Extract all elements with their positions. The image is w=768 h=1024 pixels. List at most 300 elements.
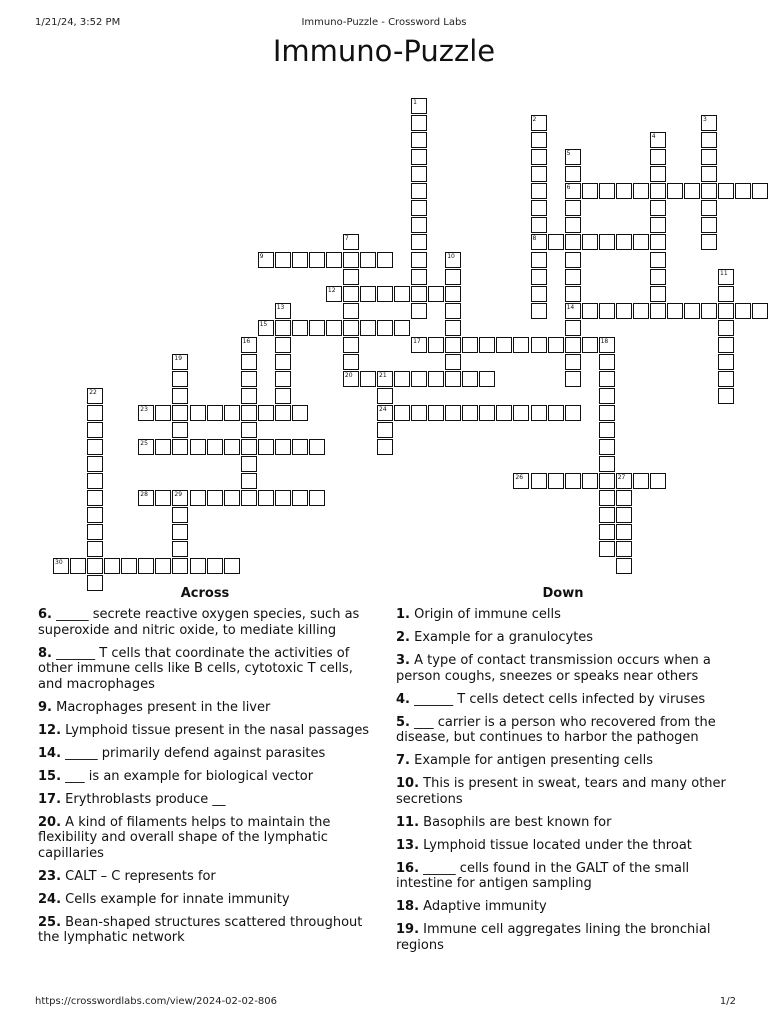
crossword-cell[interactable] <box>599 524 615 540</box>
crossword-cell[interactable] <box>292 439 308 455</box>
crossword-cell[interactable] <box>326 252 342 268</box>
crossword-cell[interactable] <box>309 252 325 268</box>
crossword-cell[interactable] <box>752 303 768 319</box>
crossword-cell[interactable] <box>190 405 206 421</box>
print-url: https://crosswordlabs.com/view/2024-02-02-806 <box>35 996 277 1007</box>
crossword-cell[interactable] <box>445 405 461 421</box>
crossword-cell[interactable] <box>172 507 188 523</box>
crossword-cell[interactable] <box>70 558 86 574</box>
crossword-cell[interactable] <box>343 303 359 319</box>
crossword-cell[interactable] <box>411 217 427 233</box>
clue-text: A kind of filaments helps to maintain the flexibility and overall shape of the lymphatic capillaries <box>38 814 331 861</box>
crossword-cell[interactable] <box>394 405 410 421</box>
crossword-cell[interactable] <box>275 320 291 336</box>
crossword-cell[interactable] <box>616 490 632 506</box>
crossword-cell[interactable] <box>633 473 649 489</box>
crossword-cell[interactable] <box>258 252 274 268</box>
crossword-cell[interactable] <box>650 252 666 268</box>
crossword-cell[interactable] <box>241 337 257 353</box>
crossword-cell[interactable] <box>190 490 206 506</box>
crossword-cell[interactable] <box>616 524 632 540</box>
crossword-cell[interactable] <box>650 473 666 489</box>
across-clue <box>38 892 372 908</box>
crossword-cell[interactable] <box>445 303 461 319</box>
crossword-cell[interactable] <box>718 286 734 302</box>
crossword-cell[interactable] <box>701 200 717 216</box>
crossword-cell[interactable] <box>411 166 427 182</box>
crossword-cell[interactable] <box>241 371 257 387</box>
crossword-cell[interactable] <box>275 405 291 421</box>
crossword-cell[interactable] <box>275 490 291 506</box>
clue-number: 18. <box>396 899 420 914</box>
crossword-cell[interactable] <box>667 303 683 319</box>
crossword-cell[interactable] <box>411 115 427 131</box>
crossword-cell[interactable] <box>752 183 768 199</box>
crossword-cell[interactable] <box>411 200 427 216</box>
clue-text: CALT – C represents for <box>65 868 216 884</box>
crossword-cell[interactable] <box>343 269 359 285</box>
crossword-cell[interactable] <box>241 439 257 455</box>
crossword-cell[interactable] <box>479 405 495 421</box>
crossword-cell[interactable] <box>599 388 615 404</box>
crossword-cell[interactable] <box>428 405 444 421</box>
crossword-cell[interactable] <box>548 473 564 489</box>
crossword-cell[interactable] <box>224 405 240 421</box>
cell-number: 26 <box>515 474 524 482</box>
crossword-cell[interactable] <box>445 337 461 353</box>
crossword-cell[interactable] <box>87 473 103 489</box>
crossword-cell[interactable] <box>207 439 223 455</box>
crossword-cell[interactable] <box>718 388 734 404</box>
clue-text: Macrophages present in the liver <box>56 699 271 715</box>
crossword-cell[interactable] <box>411 286 427 302</box>
crossword-cell[interactable] <box>599 507 615 523</box>
down-clue <box>396 861 730 892</box>
crossword-cell[interactable] <box>735 183 751 199</box>
crossword-cell[interactable] <box>138 439 154 455</box>
crossword-cell[interactable] <box>241 422 257 438</box>
crossword-cell[interactable] <box>565 149 581 165</box>
crossword-cell[interactable] <box>172 490 188 506</box>
crossword-cell[interactable] <box>650 149 666 165</box>
crossword-cell[interactable] <box>599 422 615 438</box>
crossword-cell[interactable] <box>565 303 581 319</box>
crossword-cell[interactable] <box>684 303 700 319</box>
cell-number: 25 <box>140 440 148 447</box>
crossword-cell[interactable] <box>53 558 69 574</box>
crossword-cell[interactable] <box>531 405 547 421</box>
crossword-cell[interactable] <box>650 269 666 285</box>
crossword-cell[interactable] <box>718 371 734 387</box>
crossword-cell[interactable] <box>411 149 427 165</box>
crossword-cell[interactable] <box>172 558 188 574</box>
crossword-cell[interactable] <box>377 371 393 387</box>
crossword-cell[interactable] <box>241 405 257 421</box>
crossword-cell[interactable] <box>377 405 393 421</box>
crossword-cell[interactable] <box>275 303 291 319</box>
crossword-cell[interactable] <box>292 405 308 421</box>
down-clue <box>396 899 730 915</box>
crossword-cell[interactable] <box>701 115 717 131</box>
crossword-cell[interactable] <box>513 405 529 421</box>
clue-text: A type of contact transmission occurs when a person coughs, sneezes or speaks near others <box>396 653 711 684</box>
crossword-cell[interactable] <box>531 473 547 489</box>
crossword-cell[interactable] <box>701 234 717 250</box>
across-clue <box>38 746 372 762</box>
crossword-cell[interactable] <box>377 388 393 404</box>
crossword-cell[interactable] <box>190 558 206 574</box>
crossword-cell[interactable] <box>445 286 461 302</box>
down-clue-list <box>396 607 730 961</box>
clue-text: _____ cells found in the GALT of the small intestine for antigen sampling <box>396 860 690 891</box>
crossword-cell[interactable] <box>445 354 461 370</box>
crossword-cell[interactable] <box>479 337 495 353</box>
crossword-cell[interactable] <box>292 490 308 506</box>
crossword-cell[interactable] <box>599 337 615 353</box>
clue-number: 13. <box>396 837 420 853</box>
crossword-cell[interactable] <box>718 320 734 336</box>
crossword-cell[interactable] <box>650 183 666 199</box>
crossword-cell[interactable] <box>241 490 257 506</box>
crossword-cell[interactable] <box>565 217 581 233</box>
crossword-cell[interactable] <box>377 286 393 302</box>
crossword-cell[interactable] <box>667 183 683 199</box>
crossword-cell[interactable] <box>394 286 410 302</box>
crossword-cell[interactable] <box>633 303 649 319</box>
crossword-cell[interactable] <box>292 320 308 336</box>
crossword-cell[interactable] <box>172 354 188 370</box>
clue-number: 15. <box>38 768 62 784</box>
crossword-cell[interactable] <box>531 183 547 199</box>
crossword-cell[interactable] <box>718 337 734 353</box>
down-clue <box>396 607 730 623</box>
crossword-cell[interactable] <box>599 439 615 455</box>
crossword-cell[interactable] <box>172 439 188 455</box>
crossword-cell[interactable] <box>445 269 461 285</box>
crossword-cell[interactable] <box>462 405 478 421</box>
crossword-cell[interactable] <box>411 234 427 250</box>
crossword-cell[interactable] <box>138 558 154 574</box>
crossword-cell[interactable] <box>513 473 529 489</box>
crossword-cell[interactable] <box>411 269 427 285</box>
crossword-cell[interactable] <box>155 439 171 455</box>
crossword-cell[interactable] <box>633 234 649 250</box>
crossword-cell[interactable] <box>599 234 615 250</box>
crossword-cell[interactable] <box>531 303 547 319</box>
cell-number: 10 <box>447 252 455 260</box>
crossword-cell[interactable] <box>565 269 581 285</box>
crossword-cell[interactable] <box>87 439 103 455</box>
crossword-cell[interactable] <box>616 303 632 319</box>
crossword-cell[interactable] <box>599 371 615 387</box>
crossword-cell[interactable] <box>309 320 325 336</box>
crossword-cell[interactable] <box>531 252 547 268</box>
crossword-cell[interactable] <box>650 200 666 216</box>
crossword-cell[interactable] <box>275 337 291 353</box>
crossword-cell[interactable] <box>445 371 461 387</box>
crossword-cell[interactable] <box>599 490 615 506</box>
crossword-cell[interactable] <box>496 405 512 421</box>
crossword-cell[interactable] <box>241 354 257 370</box>
crossword-cell[interactable] <box>411 303 427 319</box>
crossword-cell[interactable] <box>411 337 427 353</box>
crossword-cell[interactable] <box>411 371 427 387</box>
crossword-cell[interactable] <box>258 405 274 421</box>
crossword-cell[interactable] <box>275 439 291 455</box>
crossword-cell[interactable] <box>582 337 598 353</box>
print-datetime: 1/21/24, 3:52 PM <box>35 17 121 28</box>
crossword-cell[interactable] <box>531 166 547 182</box>
crossword-cell[interactable] <box>428 337 444 353</box>
crossword-cell[interactable] <box>445 252 461 268</box>
crossword-cell[interactable] <box>309 490 325 506</box>
crossword-cell[interactable] <box>207 490 223 506</box>
across-clue <box>38 869 372 885</box>
cell-number: 8 <box>532 235 537 243</box>
crossword-cell[interactable] <box>360 286 376 302</box>
crossword-cell[interactable] <box>104 558 120 574</box>
crossword-cell[interactable] <box>599 473 615 489</box>
crossword-cell[interactable] <box>172 541 188 557</box>
crossword-cell[interactable] <box>531 132 547 148</box>
crossword-cell[interactable] <box>616 234 632 250</box>
crossword-cell[interactable] <box>241 473 257 489</box>
crossword-cell[interactable] <box>155 558 171 574</box>
crossword-cell[interactable] <box>616 558 632 574</box>
clue-text: ___ carrier is a person who recovered from the disease, but continues to harbor the pathogen <box>396 714 716 745</box>
crossword-cell[interactable] <box>462 371 478 387</box>
crossword-cell[interactable] <box>275 371 291 387</box>
clue-text: ___ is an example for biological vector <box>65 768 314 784</box>
crossword-cell[interactable] <box>582 303 598 319</box>
cell-number: 16 <box>242 337 251 345</box>
crossword-cell[interactable] <box>718 303 734 319</box>
crossword-cell[interactable] <box>309 439 325 455</box>
crossword-cell[interactable] <box>155 490 171 506</box>
crossword-cell[interactable] <box>207 405 223 421</box>
crossword-cell[interactable] <box>599 405 615 421</box>
crossword-cell[interactable] <box>650 132 666 148</box>
crossword-cell[interactable] <box>565 200 581 216</box>
crossword-cell[interactable] <box>599 541 615 557</box>
clue-number: 1. <box>396 607 410 622</box>
crossword-cell[interactable] <box>684 183 700 199</box>
crossword-cell[interactable] <box>565 286 581 302</box>
down-clue <box>396 715 730 746</box>
crossword-cell[interactable] <box>377 320 393 336</box>
crossword-cell[interactable] <box>565 354 581 370</box>
clue-text: _____ primarily defend against parasites <box>65 745 326 761</box>
crossword-cell[interactable] <box>428 371 444 387</box>
crossword-cell[interactable] <box>582 183 598 199</box>
crossword-cell[interactable] <box>275 252 291 268</box>
across-clue <box>38 700 372 716</box>
crossword-cell[interactable] <box>565 473 581 489</box>
crossword-cell[interactable] <box>565 166 581 182</box>
crossword-cell[interactable] <box>548 405 564 421</box>
crossword-cell[interactable] <box>190 439 206 455</box>
crossword-cell[interactable] <box>138 490 154 506</box>
crossword-cell[interactable] <box>548 337 564 353</box>
crossword-cell[interactable] <box>411 183 427 199</box>
crossword-cell[interactable] <box>735 303 751 319</box>
crossword-cell[interactable] <box>701 303 717 319</box>
crossword-cell[interactable] <box>565 320 581 336</box>
clue-number: 3. <box>396 653 410 668</box>
crossword-cell[interactable] <box>172 422 188 438</box>
crossword-cell[interactable] <box>513 337 529 353</box>
crossword-cell[interactable] <box>582 234 598 250</box>
crossword-cell[interactable] <box>87 388 103 404</box>
crossword-cell[interactable] <box>377 422 393 438</box>
crossword-cell[interactable] <box>462 337 478 353</box>
crossword-cell[interactable] <box>258 320 274 336</box>
across-clue <box>38 607 372 638</box>
crossword-cell[interactable] <box>87 541 103 557</box>
crossword-cell[interactable] <box>394 371 410 387</box>
crossword-cell[interactable] <box>531 200 547 216</box>
clue-text: Erythroblasts produce __ <box>65 791 226 807</box>
crossword-cell[interactable] <box>701 149 717 165</box>
crossword-cell[interactable] <box>650 166 666 182</box>
down-clue <box>396 815 730 831</box>
crossword-cell[interactable] <box>224 490 240 506</box>
crossword-cell[interactable] <box>207 558 223 574</box>
crossword-cell[interactable] <box>718 183 734 199</box>
cell-number: 3 <box>703 116 707 123</box>
crossword-cell[interactable] <box>292 252 308 268</box>
crossword-cell[interactable] <box>343 252 359 268</box>
crossword-cell[interactable] <box>599 456 615 472</box>
crossword-cell[interactable] <box>87 456 103 472</box>
crossword-cell[interactable] <box>565 337 581 353</box>
crossword-cell[interactable] <box>701 132 717 148</box>
crossword-cell[interactable] <box>531 286 547 302</box>
across-clue-list <box>38 607 372 953</box>
crossword-cell[interactable] <box>650 217 666 233</box>
crossword-cell[interactable] <box>650 303 666 319</box>
crossword-cell[interactable] <box>616 183 632 199</box>
crossword-cell[interactable] <box>87 558 103 574</box>
crossword-cell[interactable] <box>479 371 495 387</box>
crossword-cell[interactable] <box>241 456 257 472</box>
clue-text: Lymphoid tissue located under the throat <box>423 837 692 853</box>
crossword-cell[interactable] <box>87 422 103 438</box>
crossword-cell[interactable] <box>224 558 240 574</box>
crossword-cell[interactable] <box>428 286 444 302</box>
crossword-cell[interactable] <box>326 320 342 336</box>
crossword-cell[interactable] <box>582 473 598 489</box>
crossword-cell[interactable] <box>599 354 615 370</box>
across-clue <box>38 723 372 739</box>
crossword-cell[interactable] <box>565 183 581 199</box>
crossword-cell[interactable] <box>496 337 512 353</box>
crossword-cell[interactable] <box>548 234 564 250</box>
crossword-cell[interactable] <box>360 252 376 268</box>
crossword-cell[interactable] <box>394 320 410 336</box>
crossword-cell[interactable] <box>565 234 581 250</box>
crossword-cell[interactable] <box>411 252 427 268</box>
crossword-cell[interactable] <box>411 132 427 148</box>
crossword-cell[interactable] <box>445 320 461 336</box>
crossword-cell[interactable] <box>343 337 359 353</box>
crossword-cell[interactable] <box>565 371 581 387</box>
crossword-cell[interactable] <box>87 524 103 540</box>
crossword-cell[interactable] <box>701 166 717 182</box>
crossword-cell[interactable] <box>718 354 734 370</box>
crossword-cell[interactable] <box>87 405 103 421</box>
crossword-cell[interactable] <box>138 405 154 421</box>
crossword-cell[interactable] <box>224 439 240 455</box>
crossword-cell[interactable] <box>343 354 359 370</box>
crossword-cell[interactable] <box>275 354 291 370</box>
crossword-cell[interactable] <box>565 252 581 268</box>
crossword-cell[interactable] <box>531 217 547 233</box>
crossword-cell[interactable] <box>87 507 103 523</box>
crossword-cell[interactable] <box>275 388 291 404</box>
clue-number: 16. <box>396 860 420 876</box>
crossword-cell[interactable] <box>343 286 359 302</box>
crossword-cell[interactable] <box>258 439 274 455</box>
crossword-cell[interactable] <box>172 405 188 421</box>
crossword-cell[interactable] <box>360 371 376 387</box>
crossword-cell[interactable] <box>411 405 427 421</box>
crossword-cell[interactable] <box>531 269 547 285</box>
down-clue <box>396 922 730 953</box>
crossword-cell[interactable] <box>360 320 376 336</box>
crossword-cell[interactable] <box>633 183 649 199</box>
crossword-cell[interactable] <box>87 490 103 506</box>
crossword-cell[interactable] <box>172 388 188 404</box>
crossword-cell[interactable] <box>531 234 547 250</box>
crossword-cell[interactable] <box>616 473 632 489</box>
crossword-cell[interactable] <box>377 252 393 268</box>
crossword-cell[interactable] <box>172 524 188 540</box>
crossword-cell[interactable] <box>155 405 171 421</box>
crossword-cell[interactable] <box>531 115 547 131</box>
crossword-cell[interactable] <box>650 234 666 250</box>
crossword-cell[interactable] <box>616 541 632 557</box>
crossword-cell[interactable] <box>565 405 581 421</box>
crossword-cell[interactable] <box>701 217 717 233</box>
cell-number: 11 <box>720 269 728 277</box>
crossword-cell[interactable] <box>411 98 427 114</box>
crossword-cell[interactable] <box>718 269 734 285</box>
crossword-cell[interactable] <box>343 320 359 336</box>
crossword-cell[interactable] <box>531 337 547 353</box>
crossword-cell[interactable] <box>172 371 188 387</box>
crossword-cell[interactable] <box>326 286 342 302</box>
crossword-cell[interactable] <box>377 439 393 455</box>
clue-text: Origin of immune cells <box>414 607 561 622</box>
crossword-cell[interactable] <box>599 303 615 319</box>
clue-text: ______ T cells that coordinate the activities of other immune cells like B cells, cytotoxic T cells, and macrophages <box>38 645 353 692</box>
across-heading: Across <box>180 586 230 601</box>
crossword-cell[interactable] <box>616 507 632 523</box>
crossword-cell[interactable] <box>258 490 274 506</box>
crossword-cell[interactable] <box>650 286 666 302</box>
down-clue <box>396 776 730 807</box>
clue-number: 25. <box>38 914 62 930</box>
crossword-cell[interactable] <box>531 149 547 165</box>
crossword-cell[interactable] <box>599 183 615 199</box>
crossword-cell[interactable] <box>121 558 137 574</box>
crossword-cell[interactable] <box>343 234 359 250</box>
crossword-cell[interactable] <box>241 388 257 404</box>
crossword-cell[interactable] <box>701 183 717 199</box>
clue-text: Lymphoid tissue present in the nasal passages <box>65 722 370 738</box>
crossword-cell[interactable] <box>343 371 359 387</box>
